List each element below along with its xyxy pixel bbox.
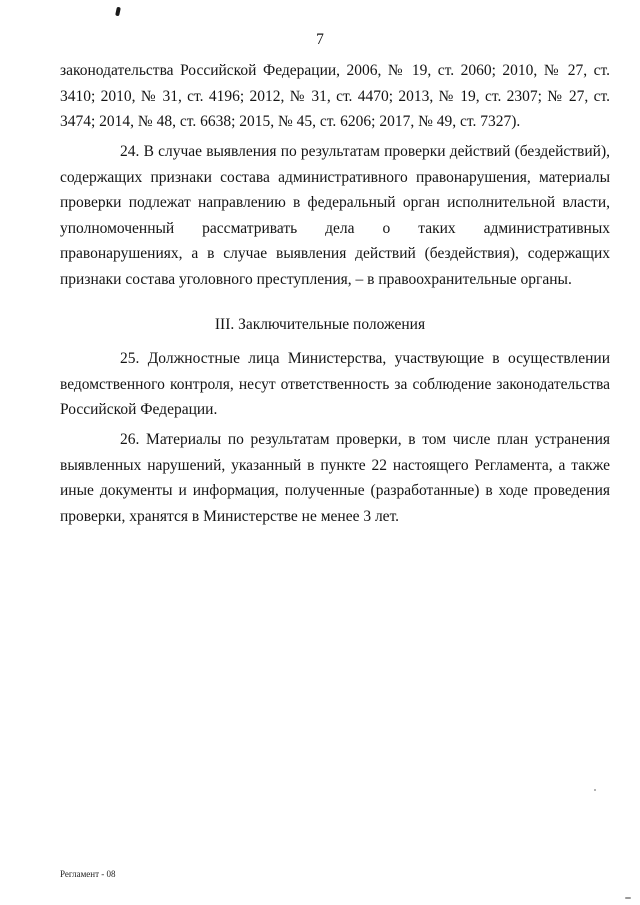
paragraph-24-block [60, 139, 610, 292]
paragraph-24: 24. В случае выявления по результатам проверки действий (бездействий), содержащих признаки состава административного правонарушения, материалы проверки подлежат направлению в федеральный орган исполнительной власти, уполномоченный рассматривать дела о таких административных правонарушениях, а в случае выявления действий (бездействия), содержащих признаки состава уголовного преступления, – в правоохранительные органы. [60, 143, 610, 288]
scan-speck [594, 789, 596, 791]
paragraph-continuation-block [60, 58, 610, 135]
paragraph-26-block [60, 427, 610, 529]
scan-speck [625, 897, 631, 899]
page-number: 7 [316, 31, 324, 48]
paragraph-continuation: законодательства Российской Федерации, 2006, № 19, ст. 2060; 2010, № 27, ст. 3410; 2010, № 31, ст. 4196; 2012, № 31, ст. 4470; 2013, № 19, ст. 2307; № 27, ст. 3474; 2014, № 48, ст. 6638; 2015, № 45, ст. 6206; 2017, № 49, ст. 7327). [60, 62, 610, 130]
paragraph-25: 25. Должностные лица Министерства, участвующие в осуществлении ведомственного контроля, несут ответственность за соблюдение законодательства Российской Федерации. [60, 350, 610, 418]
paragraph-25-block [60, 346, 610, 423]
paragraph-26: 26. Материалы по результатам проверки, в том числе план устранения выявленных нарушений, указанный в пункте 22 настоящего Регламента, а также иные документы и информация, полученные (разработанные) в ходе проведения проверки, хранятся в Министерстве не менее 3 лет. [60, 431, 610, 525]
footer-code: Регламент - 08 [60, 869, 116, 879]
section-heading: III. Заключительные положения [214, 316, 426, 333]
scan-mark [115, 7, 121, 17]
